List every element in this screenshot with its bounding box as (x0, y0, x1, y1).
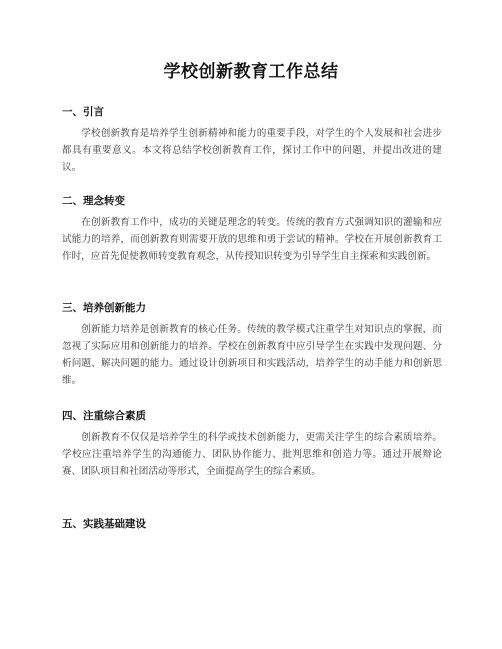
section-body-innovation-ability: 创新能力培养是创新教育的核心任务。传统的教学模式注重学生对知识点的掌握，而忽视了实际应用和创新能力的培养。学校在创新教育中应引导学生在实践中发现问题、分析问题、解决问题的能力。通过设计创新项目和实践活动，培养学生的动手能力和创新思维。 (62, 324, 442, 386)
section-body-overall-quality: 创新教育不仅仅是培养学生的科学或技术创新能力，更需关注学生的综合素质培养。学校应注重培养学生的沟通能力、团队协作能力、批判思维和创造力等。通过开展辩论赛、团队项目和社团活动等形式，全面提高学生的综合素质。 (62, 432, 442, 477)
section-heading-practice-foundation: 五、实践基础建设 (62, 518, 146, 530)
document-title: 学校创新教育工作总结 (163, 62, 339, 82)
section-heading-concept-shift: 二、理念转变 (62, 195, 125, 207)
section-heading-innovation-ability: 三、培养创新能力 (62, 302, 146, 314)
section-body-introduction: 学校创新教育是培养学生创新精神和能力的重要手段，对学生的个人发展和社会进步都具有重要意义。本文将总结学校创新教育工作，探讨工作中的问题，并提出改进的建议。 (62, 128, 442, 173)
section-heading-introduction: 一、引言 (62, 106, 104, 118)
section-heading-overall-quality: 四、注重综合素质 (62, 410, 146, 422)
section-body-concept-shift: 在创新教育工作中，成功的关键是理念的转变。传统的教育方式强调知识的灌输和应试能力的培养，而创新教育则需要开放的思维和勇于尝试的精神。学校在开展创新教育工作时，应首先促使教师转变教育观念，从传授知识转变为引导学生自主探索和实践创新。 (62, 217, 442, 262)
